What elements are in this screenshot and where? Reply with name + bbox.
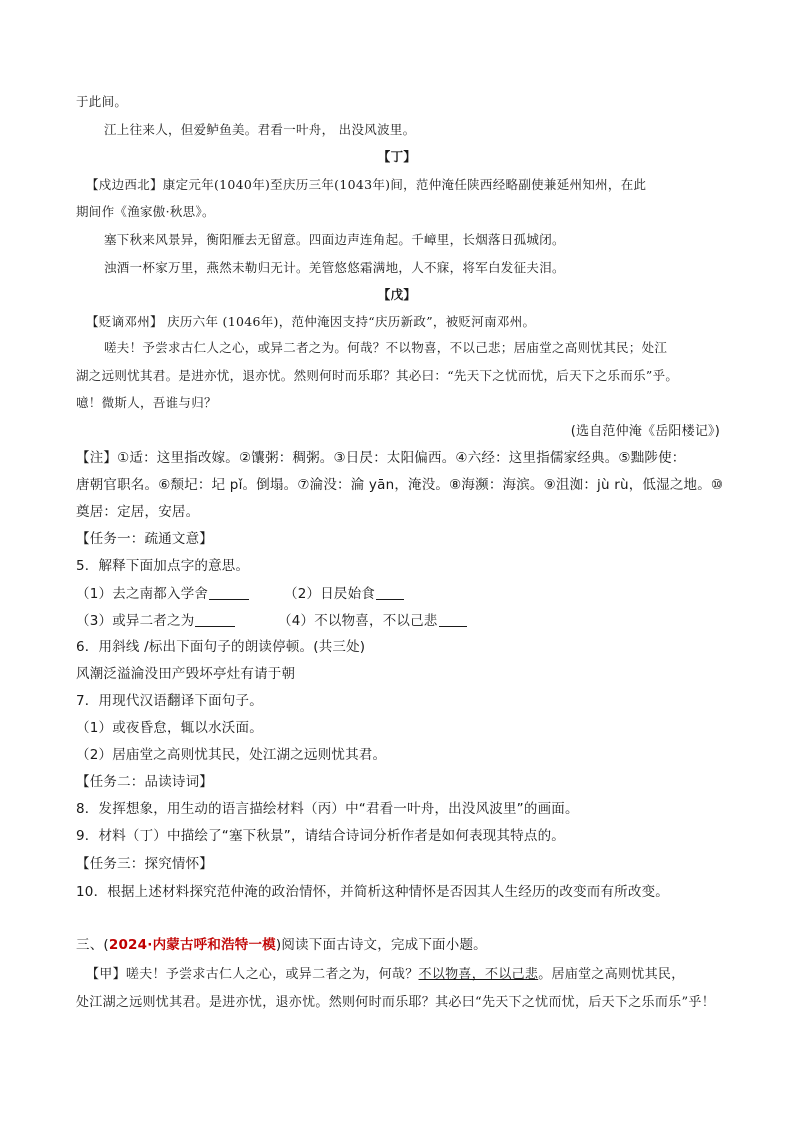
question-text: （1）去之南都入学舍 xyxy=(76,586,209,602)
section-3-header xyxy=(76,939,487,953)
task-title: 【任务一：疏通文意】 xyxy=(76,531,213,547)
jia-line: 处江湖之远则忧其君。是进亦忧，退亦忧。然则何时而乐耶？其必曰“先天下之忧而忧，后天下之乐而乐”乎！ xyxy=(76,995,715,1010)
question-9: 9．材料（丁）中描绘了“塞下秋景”，请结合诗词分析作者是如何表现其特点的。 xyxy=(76,828,565,844)
question-6: 6．用斜线 /标出下面句子的朗读停顿。(共三处) xyxy=(76,639,366,655)
section-heading: 【戊】 xyxy=(377,287,417,302)
answer-blank[interactable] xyxy=(376,587,404,600)
section-instruction: )阅读下面古诗文，完成下面小题。 xyxy=(275,937,487,953)
jia-line xyxy=(86,968,685,981)
poem-line: 浊酒一杯家万里，燕然未勒归无计。羌管悠悠霜满地，人不寐，将军白发征夫泪。 xyxy=(104,260,565,275)
notes-line: 奠居：定居，安居。 xyxy=(76,504,200,520)
question-text: （2）日昃始食 xyxy=(284,586,375,602)
task-title: 【任务二：品读诗词】 xyxy=(76,774,213,790)
answer-blank[interactable] xyxy=(209,587,249,600)
notes-line: 【注】①适：这里指改嫁。②馕粥：稠粥。③日昃：太阳偏西。④六经：这里指儒家经典。⑤黜陟使： xyxy=(76,450,686,466)
poem-line: 江上往来人，但爱鲈鱼美。君看一叶舟， 出没风波里。 xyxy=(104,122,416,137)
intro-text: 【戍边西北】康定元年(1040年)至庆历三年(1043年)间，范仲淹任陕西经略副使兼延州知州，在此 xyxy=(86,177,647,192)
jia-text: 。居庙堂之高则忧其民， xyxy=(538,967,685,982)
prose-line: 嗟夫！予尝求古仁人之心，或异二者之为。何哉？不以物喜，不以己悲；居庙堂之高则忧其民；处江 xyxy=(104,340,668,355)
intro-text: 【贬谪邓州】 庆历六年 (1046年)，范仲淹因支持“庆历新政”，被贬河南邓州。 xyxy=(86,314,536,329)
question-7-item-1: （1）或夜昏怠，辄以水沃面。 xyxy=(76,720,263,736)
question-7-item-2: （2）居庙堂之高则忧其民，处江湖之远则忧其君。 xyxy=(76,747,387,763)
prose-line: 湖之远则忧其君。是进亦忧，退亦忧。然则何时而乐耶？其必曰：“先天下之忧而忧，后天下之乐而乐”乎。 xyxy=(76,368,679,383)
section-prefix: 三、( xyxy=(76,937,109,953)
question-5-item-1 xyxy=(76,587,249,602)
jia-text: 【甲】嗟夫！予尝求古仁人之心，或异二者之为，何哉？ xyxy=(86,967,419,982)
source-citation: (选自范仲淹《岳阳楼记》) xyxy=(570,424,720,439)
notes-line: 唐朝官职名。⑥颓圮：圮 pǐ。倒塌。⑦淪没：淪 yān，淹没。⑧海濒：海滨。⑨沮洳：jù rù，低湿之地。⑩ xyxy=(76,477,724,493)
question-5-item-3 xyxy=(76,614,235,629)
question-6-sentence: 风潮泛溢淪没田产毁坏亭灶有请于朝 xyxy=(76,666,296,682)
underlined-phrase: 不以物喜，不以己悲 xyxy=(418,967,539,982)
question-10: 10．根据上述材料探究范仲淹的政治情怀，并简析这种情怀是否因其人生经历的改变而有所改变。 xyxy=(76,884,669,900)
question-5-item-4 xyxy=(278,614,467,629)
intro-text: 期间作《渔家傲·秋思》。 xyxy=(76,204,215,219)
question-7: 7．用现代汉语翻译下面句子。 xyxy=(76,693,263,709)
answer-blank[interactable] xyxy=(195,614,235,627)
section-heading: 【丁】 xyxy=(377,149,417,164)
question-8: 8．发挥想象，用生动的语言描绘材料（丙）中“君看一叶舟，出没风波里”的画面。 xyxy=(76,801,579,817)
question-text: （3）或异二者之为 xyxy=(76,613,195,629)
task-title: 【任务三：探究情怀】 xyxy=(76,856,213,872)
poem-line: 塞下秋来风景异，衡阳雁去无留意。四面边声连角起。千嶂里，长烟落日孤城闭。 xyxy=(104,232,565,247)
question-text: （4）不以物喜，不以己悲 xyxy=(278,613,438,629)
answer-blank[interactable] xyxy=(439,614,467,627)
prose-line: 噫！微斯人，吾谁与归？ xyxy=(76,395,217,410)
question-5: 5．解释下面加点字的意思。 xyxy=(76,558,250,574)
poem-line: 于此间。 xyxy=(76,94,128,109)
exam-source-tag: 2024·内蒙古呼和浩特一模 xyxy=(108,937,276,953)
question-5-item-2 xyxy=(284,587,404,602)
